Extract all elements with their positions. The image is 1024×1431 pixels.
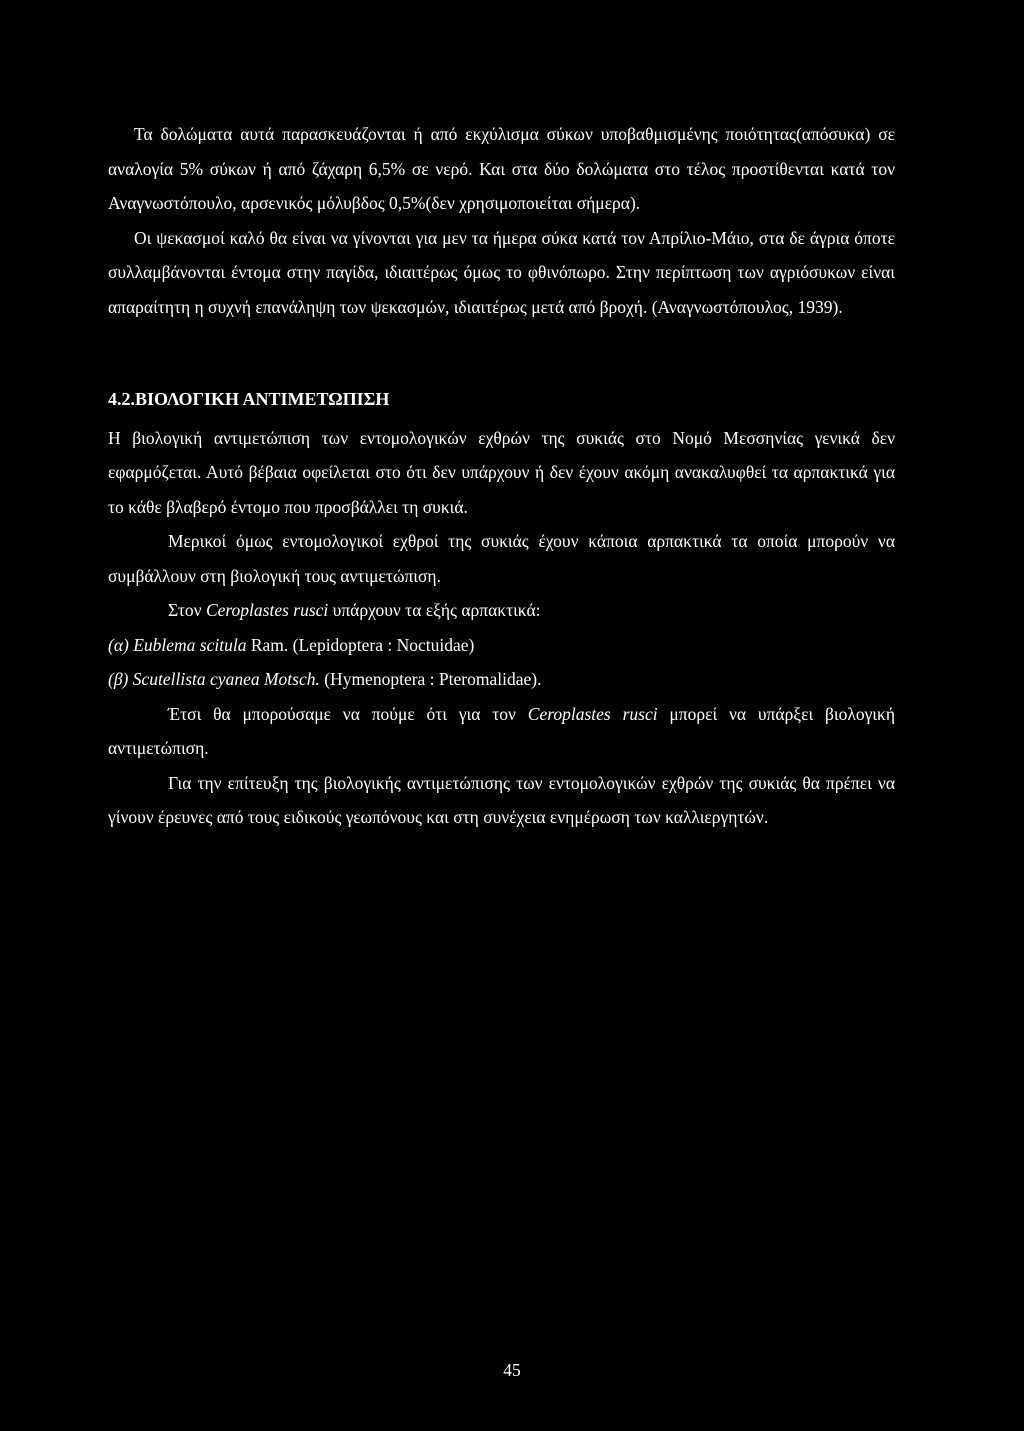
section-heading: 4.2.ΒΙΟΛΟΓΙΚΗ ΑΝΤΙΜΕΤΩΠΙΣΗ: [108, 389, 390, 409]
text-suffix: μπορεί να υπάρξει βιολογική αντιμετώπιση.: [108, 703, 895, 758]
predator-item: [108, 662, 895, 697]
predator-label: (β): [108, 669, 133, 689]
predator-author: Ram.: [246, 634, 289, 655]
predator-name: Eublema scitula: [133, 634, 247, 655]
paragraph-conclusion: [108, 697, 895, 766]
paragraph-biological-intro: Η βιολογική αντιμετώπιση των εντομολογικών εχθρών της συκιάς στο Νομό Μεσσηνίας γενικά δεν εφαρμόζεται. Αυτό βέβαια οφείλεται στο ότι δεν υπάρχουν ή δεν έχουν ακόμη ανακαλυφθεί τα αρπακτικά για το κάθε βλαβερό έντομο που προσβάλλει τη συκιά.: [108, 427, 895, 517]
predator-name: Scutellista cyanea Motsch.: [132, 669, 320, 689]
paragraph-predators-intro: Μερικοί όμως εντομολογικοί εχθροί της συκιάς έχουν κάποια αρπακτικά τα οποία μπορούν να συμβάλλουν στη βιολογική τους αντιμετώπιση.: [108, 531, 895, 586]
text-prefix: Έτσι θα μπορούσαμε να πούμε ότι για τον: [168, 703, 528, 724]
text-prefix: Στον: [168, 600, 206, 620]
predator-list: [108, 628, 895, 697]
paragraph-bait: Τα δολώματα αυτά παρασκευάζονται ή από εκχύλισμα σύκων υποβαθμισμένης ποιότητας(απόσυκα) σε αναλογία 5% σύκων ή από ζάχαρη 6,5% σε νερό. Και στα δύο δολώματα στο τέλος προστίθενται κατά τον Αναγνωστόπουλο, αρσενικός μόλυβδος 0,5%(δεν χρησιμοποιείται σήμερα).: [108, 124, 895, 213]
document-body: [108, 117, 895, 835]
page-number: 45: [503, 1360, 521, 1380]
text-suffix: υπάρχουν τα εξής αρπακτικά:: [328, 600, 541, 620]
species-name: Ceroplastes rusci: [527, 703, 658, 724]
predator-classification: (Lepidoptera : Noctuidae): [288, 634, 475, 655]
predator-item: [108, 628, 895, 663]
predator-classification: (Hymenoptera : Pteromalidae).: [319, 669, 542, 689]
predator-label: (α): [108, 634, 134, 655]
paragraph-spraying: Οι ψεκασμοί καλό θα είναι να γίνονται για μεν τα ήμερα σύκα κατά τον Απρίλιο-Μάιο, στα δε άγρια όποτε συλλαμβάνονται έντομα στην παγίδα, ιδιαιτέρως όμως το φθινόπωρο. Στην περίπτωση των αγριόσυκων είναι απαραίτητη η συχνή επανάληψη των ψεκασμών, ιδιαιτέρως μετά από βροχή. (Αναγνωστόπουλος, 1939).: [108, 227, 895, 317]
paragraph-ceroplastes: [108, 593, 895, 628]
species-name: Ceroplastes rusci: [205, 600, 329, 620]
paragraph-research: Για την επίτευξη της βιολογικής αντιμετώπισης των εντομολογικών εχθρών της συκιάς θα πρέπει να γίνουν έρευνες από τους ειδικούς γεωπόνους και στη συνέχεια ενημέρωση των καλλιεργητών.: [108, 772, 895, 827]
